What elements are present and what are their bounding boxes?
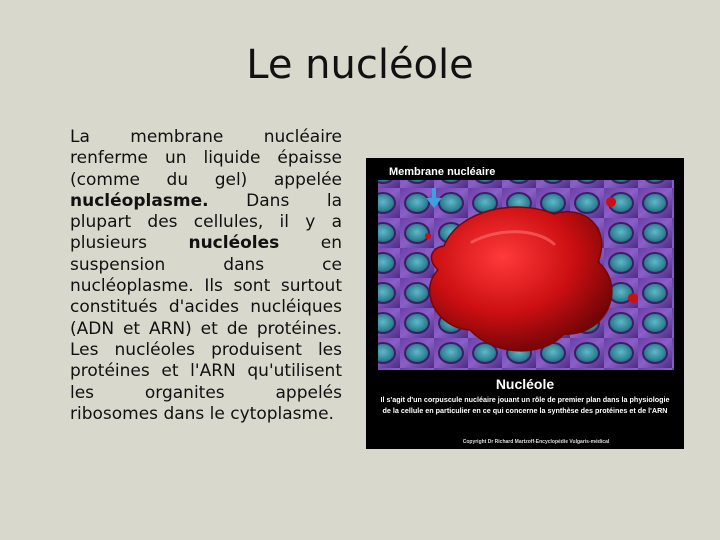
- small-nucleolus-dot: [628, 293, 638, 303]
- bold-term: nucléoplasme.: [70, 190, 209, 211]
- small-nucleolus-dot: [606, 197, 616, 207]
- figure-copyright: Copyright Dr Richard Martzoff-Encyclopédie Vulgaris-médical: [462, 439, 610, 445]
- paragraph-segment: La membrane nucléaire renferme un liquide épaisse (comme du gel) appelée: [70, 127, 342, 190]
- slide-body-text: [70, 127, 342, 425]
- figure-title: Nucléole: [495, 376, 555, 392]
- paragraph-segment: Dans la plupart des cellules, il y a plusieurs: [70, 190, 342, 254]
- paragraph-segment: en suspension dans ce nucléoplasme. Ils sont surtout constitués d'acides nucléiques (ADN et ARN) et de protéines. Les nucléoles produisent les protéines et l'ARN qu'utilisent les organites appelés ribosomes dans le cytoplasme.: [70, 233, 343, 424]
- figure-caption: Il s'agit d'un corpuscule nucléaire jouant un rôle de premier plan dans la physiologie de la cellule en particulier en ce qui concerne la synthèse des protéines et de l'ARN: [380, 395, 670, 415]
- bold-term: nucléoles: [188, 233, 280, 254]
- membrane-label: Membrane nucléaire: [389, 166, 496, 178]
- slide-title: Le nucléole: [246, 42, 474, 88]
- small-nucleolus-dot: [425, 233, 431, 239]
- nucleolus-illustration: [366, 158, 684, 449]
